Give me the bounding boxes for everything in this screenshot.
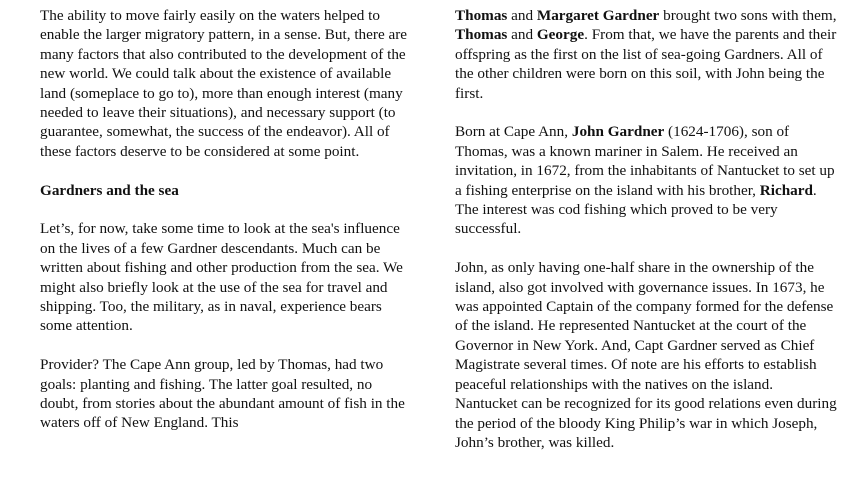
name-thomas: Thomas xyxy=(455,7,508,24)
name-john-gardner: John Gardner xyxy=(571,123,665,141)
left-column xyxy=(40,6,412,452)
text-span: and xyxy=(507,7,537,24)
intro-paragraph: The ability to move fairly easily on the waters helped to enable the larger migratory pattern, in a sense. But, there are many factors that also contributed to the development of the new world. We could talk about the existence of available land (someplace to go to), more than enough interest (many needed to leave their situations), and necessary support (to guarantee, somewhat, the success of the endeavor). All of these factors deserve to be considered at some point. xyxy=(40,7,408,160)
sea-influence-paragraph: Let’s, for now, take some time to look at the sea's influence on the lives of a few Gardner descendants. Much can be written about fishing and other production from the sea. We might also briefly look at the use of the sea for travel and shipping. Too, the military, as in naval, experience bears some attention. xyxy=(40,220,403,335)
text-span: and xyxy=(507,26,537,44)
text-span: Born at Cape Ann, xyxy=(455,123,572,141)
name-richard: Richard xyxy=(759,181,813,199)
text-span: brought two sons with them, xyxy=(659,7,837,24)
name-margaret-gardner: Margaret Gardner xyxy=(536,7,660,24)
name-george: George xyxy=(536,26,585,44)
name-thomas-son: Thomas xyxy=(455,26,508,44)
text-span: . The interest was cod fishing which proved to be very successful. xyxy=(455,181,817,238)
text-span: . From that, we have the parents and their offspring as the first on the list of sea-going Gardners. All of the other children were born on this soil, with John being the first. xyxy=(455,26,837,102)
provider-paragraph: Provider? The Cape Ann group, led by Thomas, had two goals: planting and fishing. The latter goal resulted, no doubt, from stories about the abundant amount of fish in the waters off of New England. This xyxy=(40,356,405,432)
text-span: (1624-1706), son of Thomas, was a known mariner in Salem. He received an invitation, in 1672, from the inhabitants of Nantucket to set up a fishing enterprise on the island with his brother, xyxy=(455,123,835,199)
john-gardner-paragraph xyxy=(455,122,837,238)
governance-paragraph: John, as only having one-half share in the ownership of the island, also got involved with governance issues. In 1673, he was appointed Captain of the company formed for the defense of the island. He represented Nantucket at the court of the Governor in New York. And, Capt Gardner served as Chief Magistrate several times. Of note are his efforts to establish peaceful relationships with the natives on the island. Nantucket can be recognized for its good relations even during the period of the bloody King Philip’s war in which Joseph, John’s brother, was killed. xyxy=(455,259,837,451)
right-column xyxy=(455,6,837,472)
section-heading: Gardners and the sea xyxy=(40,181,179,199)
gardner-family-paragraph xyxy=(455,6,837,103)
